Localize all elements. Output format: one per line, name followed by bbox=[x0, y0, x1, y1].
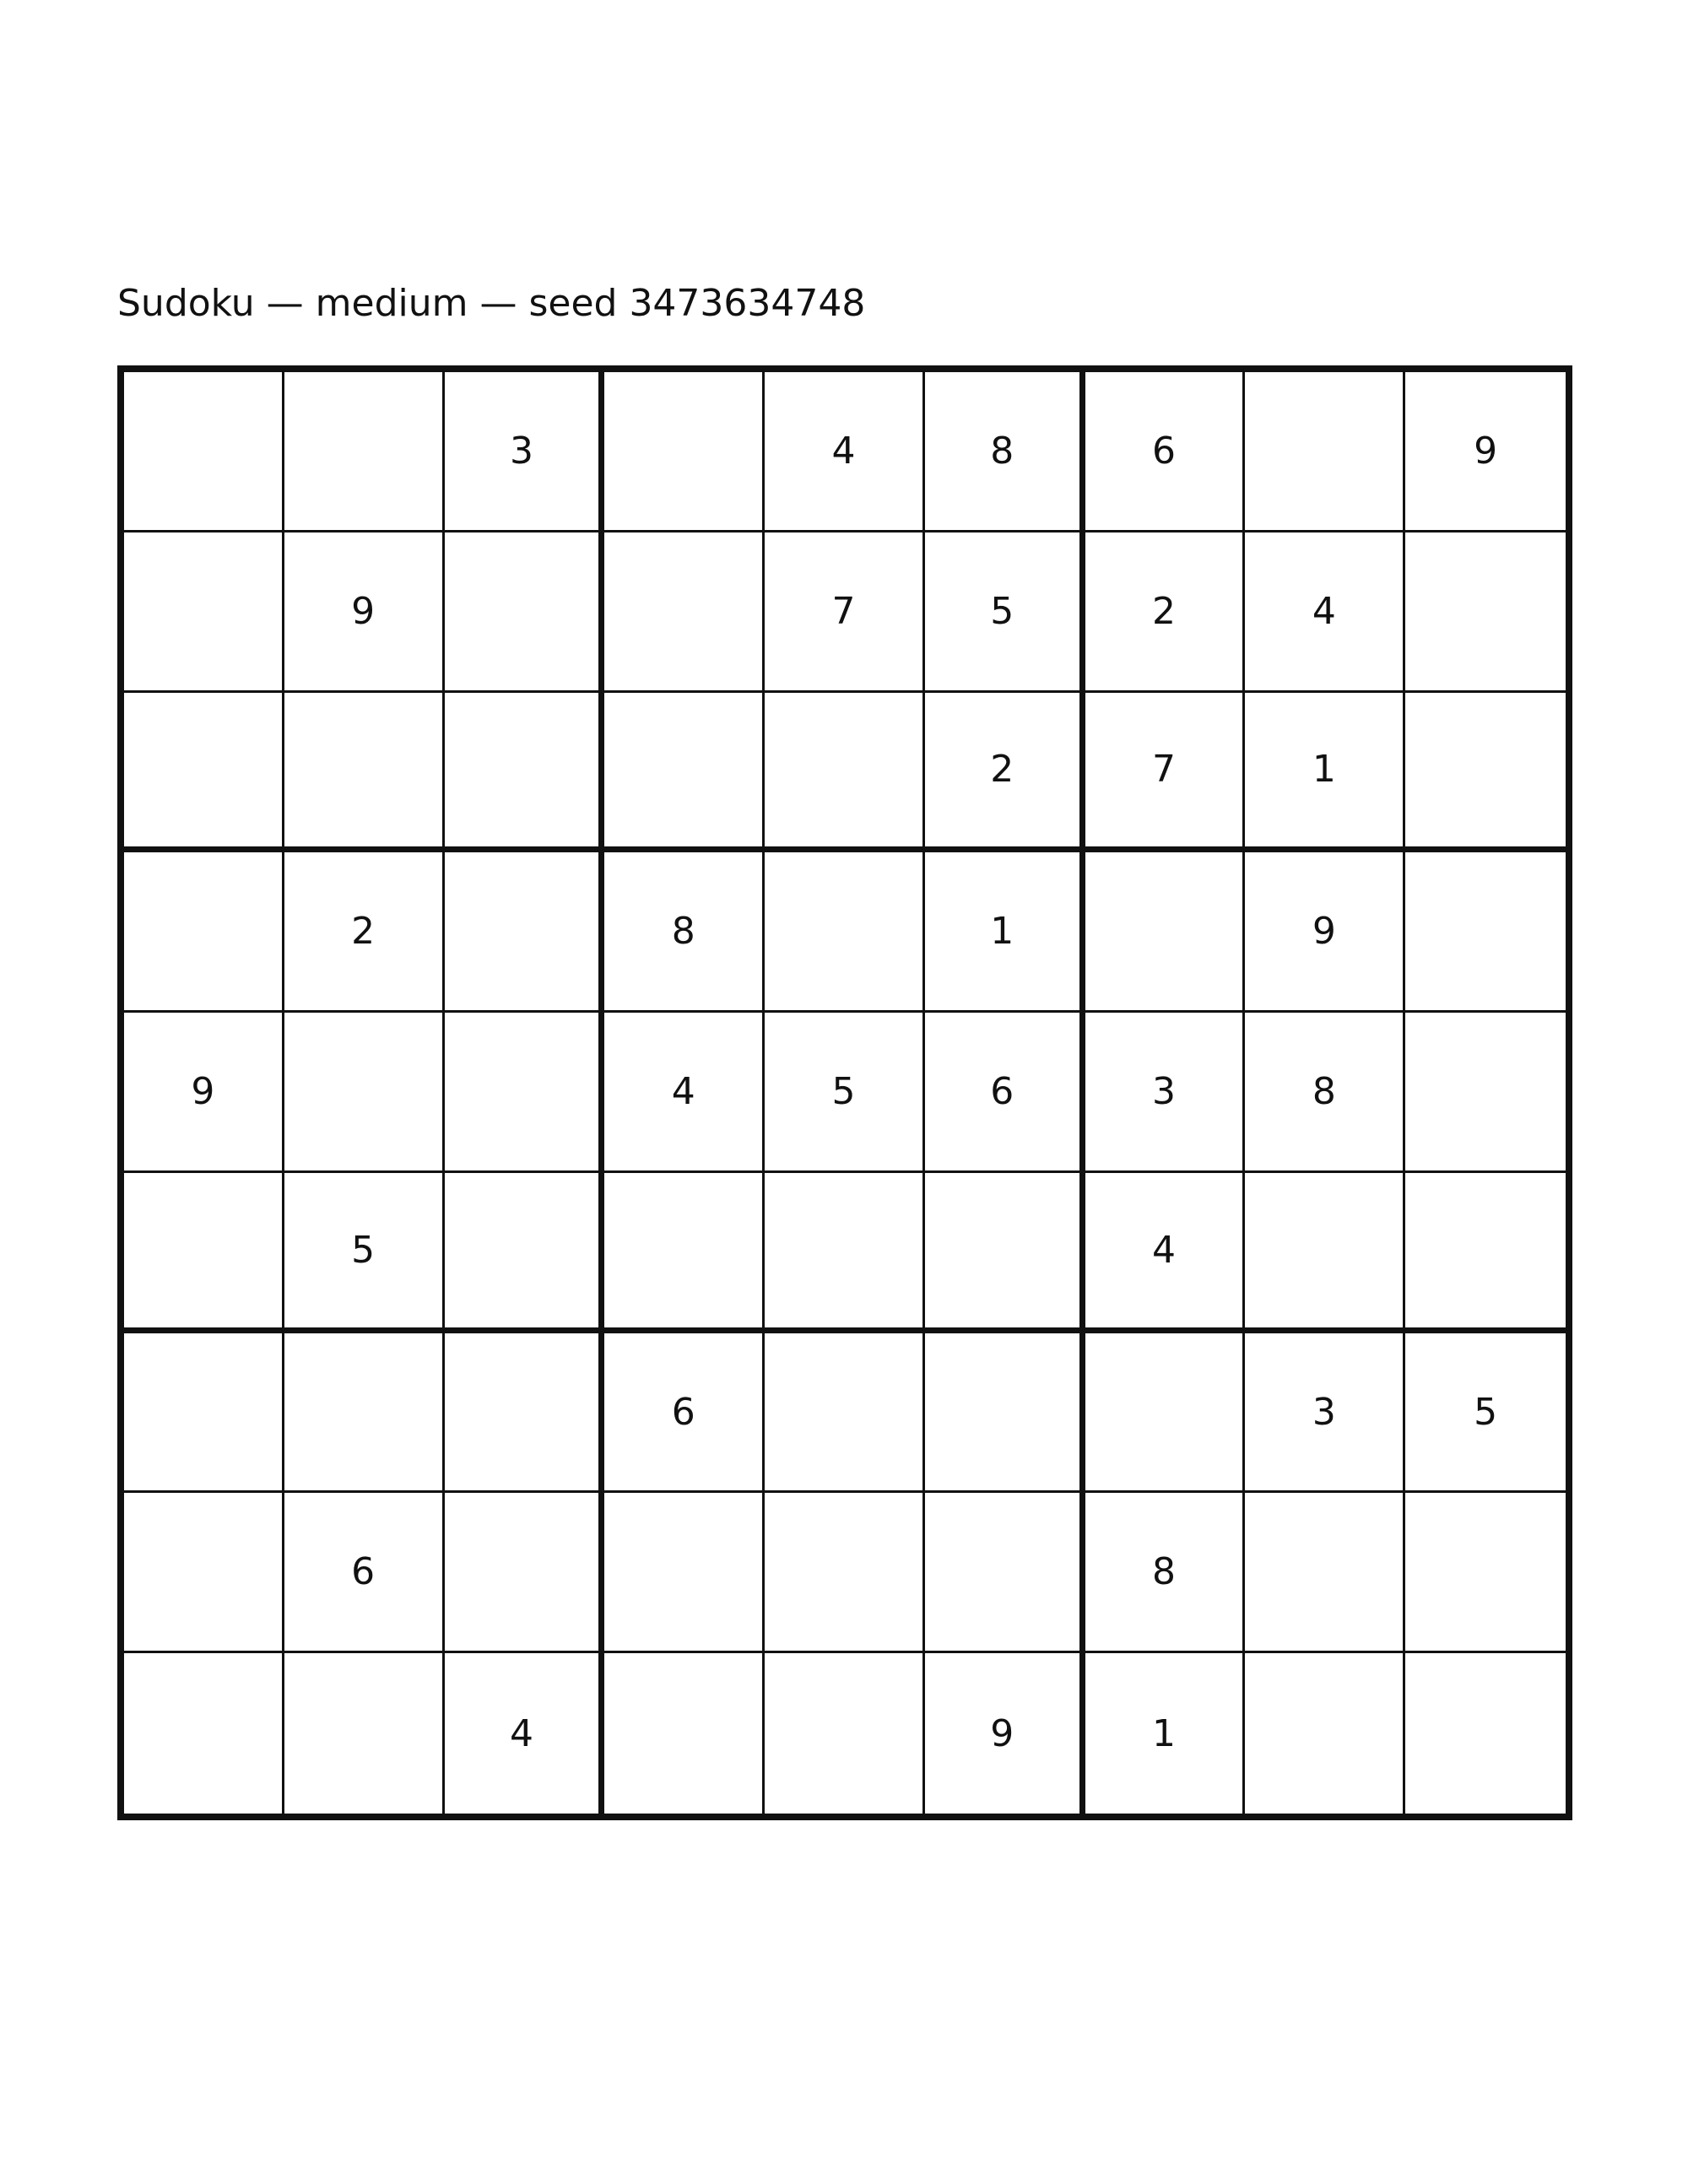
sudoku-cell-r9-c8[interactable] bbox=[1245, 1653, 1405, 1814]
sudoku-cell-r3-c8[interactable]: 1 bbox=[1245, 693, 1405, 853]
sudoku-cell-r3-c4[interactable] bbox=[604, 693, 765, 853]
sudoku-cell-r6-c2[interactable]: 5 bbox=[284, 1173, 445, 1333]
sudoku-cell-r6-c5[interactable] bbox=[765, 1173, 925, 1333]
sudoku-cell-r7-c5[interactable] bbox=[765, 1333, 925, 1494]
sudoku-cell-r7-c8[interactable]: 3 bbox=[1245, 1333, 1405, 1494]
sudoku-cell-r1-c9[interactable]: 9 bbox=[1405, 372, 1566, 532]
sudoku-cell-r3-c5[interactable] bbox=[765, 693, 925, 853]
sudoku-cell-r1-c7[interactable]: 6 bbox=[1085, 372, 1246, 532]
sudoku-cell-r3-c7[interactable]: 7 bbox=[1085, 693, 1246, 853]
sudoku-cell-r7-c3[interactable] bbox=[445, 1333, 605, 1494]
sudoku-cell-r5-c8[interactable]: 8 bbox=[1245, 1013, 1405, 1173]
sudoku-cell-r9-c5[interactable] bbox=[765, 1653, 925, 1814]
sudoku-cell-r2-c4[interactable] bbox=[604, 532, 765, 693]
sudoku-cell-r7-c9[interactable]: 5 bbox=[1405, 1333, 1566, 1494]
puzzle-title: Sudoku — medium — seed 3473634748 bbox=[117, 282, 866, 325]
sudoku-cell-r6-c1[interactable] bbox=[124, 1173, 284, 1333]
sudoku-cell-r8-c6[interactable] bbox=[925, 1493, 1085, 1653]
sudoku-cell-r5-c5[interactable]: 5 bbox=[765, 1013, 925, 1173]
sudoku-cell-r8-c8[interactable] bbox=[1245, 1493, 1405, 1653]
sudoku-cell-r1-c3[interactable]: 3 bbox=[445, 372, 605, 532]
sudoku-cell-r5-c2[interactable] bbox=[284, 1013, 445, 1173]
sudoku-cell-r4-c3[interactable] bbox=[445, 852, 605, 1013]
sudoku-cell-r6-c3[interactable] bbox=[445, 1173, 605, 1333]
sudoku-cell-r6-c6[interactable] bbox=[925, 1173, 1085, 1333]
sudoku-cell-r7-c1[interactable] bbox=[124, 1333, 284, 1494]
sudoku-cell-r8-c2[interactable]: 6 bbox=[284, 1493, 445, 1653]
sudoku-grid bbox=[117, 365, 1572, 1820]
sudoku-cell-r8-c7[interactable]: 8 bbox=[1085, 1493, 1246, 1653]
sudoku-cell-r2-c5[interactable]: 7 bbox=[765, 532, 925, 693]
sudoku-cell-r6-c4[interactable] bbox=[604, 1173, 765, 1333]
sudoku-cell-r2-c8[interactable]: 4 bbox=[1245, 532, 1405, 693]
sudoku-cell-r2-c6[interactable]: 5 bbox=[925, 532, 1085, 693]
sudoku-cell-r3-c3[interactable] bbox=[445, 693, 605, 853]
sudoku-cell-r6-c8[interactable] bbox=[1245, 1173, 1405, 1333]
sudoku-cell-r5-c9[interactable] bbox=[1405, 1013, 1566, 1173]
sudoku-cell-r2-c2[interactable]: 9 bbox=[284, 532, 445, 693]
sudoku-cell-r9-c3[interactable]: 4 bbox=[445, 1653, 605, 1814]
sudoku-cell-r2-c1[interactable] bbox=[124, 532, 284, 693]
sudoku-cell-r8-c4[interactable] bbox=[604, 1493, 765, 1653]
sudoku-cell-r8-c9[interactable] bbox=[1405, 1493, 1566, 1653]
sudoku-cell-r2-c9[interactable] bbox=[1405, 532, 1566, 693]
sudoku-cell-r9-c1[interactable] bbox=[124, 1653, 284, 1814]
sudoku-cell-r2-c7[interactable]: 2 bbox=[1085, 532, 1246, 693]
sudoku-cell-r7-c4[interactable]: 6 bbox=[604, 1333, 765, 1494]
sudoku-cell-r4-c6[interactable]: 1 bbox=[925, 852, 1085, 1013]
sudoku-cell-r2-c3[interactable] bbox=[445, 532, 605, 693]
sudoku-cell-r4-c4[interactable]: 8 bbox=[604, 852, 765, 1013]
sudoku-cell-r9-c6[interactable]: 9 bbox=[925, 1653, 1085, 1814]
sudoku-cell-r3-c1[interactable] bbox=[124, 693, 284, 853]
sudoku-cell-r1-c5[interactable]: 4 bbox=[765, 372, 925, 532]
sudoku-cell-r9-c9[interactable] bbox=[1405, 1653, 1566, 1814]
sudoku-cell-r1-c8[interactable] bbox=[1245, 372, 1405, 532]
sudoku-cell-r4-c9[interactable] bbox=[1405, 852, 1566, 1013]
sudoku-cell-r7-c6[interactable] bbox=[925, 1333, 1085, 1494]
sudoku-cell-r4-c7[interactable] bbox=[1085, 852, 1246, 1013]
sudoku-cell-r3-c6[interactable]: 2 bbox=[925, 693, 1085, 853]
sudoku-cell-r4-c2[interactable]: 2 bbox=[284, 852, 445, 1013]
sudoku-cell-r1-c1[interactable] bbox=[124, 372, 284, 532]
sudoku-cell-r3-c9[interactable] bbox=[1405, 693, 1566, 853]
sudoku-cell-r1-c4[interactable] bbox=[604, 372, 765, 532]
sudoku-cell-r9-c4[interactable] bbox=[604, 1653, 765, 1814]
sudoku-cell-r4-c5[interactable] bbox=[765, 852, 925, 1013]
sudoku-cell-r6-c9[interactable] bbox=[1405, 1173, 1566, 1333]
sudoku-cell-r5-c1[interactable]: 9 bbox=[124, 1013, 284, 1173]
sudoku-cell-r8-c5[interactable] bbox=[765, 1493, 925, 1653]
sudoku-cell-r4-c1[interactable] bbox=[124, 852, 284, 1013]
sudoku-cell-r5-c4[interactable]: 4 bbox=[604, 1013, 765, 1173]
sudoku-cell-r4-c8[interactable]: 9 bbox=[1245, 852, 1405, 1013]
sudoku-cell-r7-c2[interactable] bbox=[284, 1333, 445, 1494]
sudoku-cell-r1-c2[interactable] bbox=[284, 372, 445, 532]
sudoku-cell-r9-c7[interactable]: 1 bbox=[1085, 1653, 1246, 1814]
sudoku-cell-r6-c7[interactable]: 4 bbox=[1085, 1173, 1246, 1333]
sudoku-cell-r1-c6[interactable]: 8 bbox=[925, 372, 1085, 532]
sudoku-cell-r5-c7[interactable]: 3 bbox=[1085, 1013, 1246, 1173]
sudoku-cell-r8-c3[interactable] bbox=[445, 1493, 605, 1653]
sudoku-cell-r9-c2[interactable] bbox=[284, 1653, 445, 1814]
sudoku-cell-r5-c6[interactable]: 6 bbox=[925, 1013, 1085, 1173]
sudoku-cell-r7-c7[interactable] bbox=[1085, 1333, 1246, 1494]
sudoku-cell-r3-c2[interactable] bbox=[284, 693, 445, 853]
sudoku-cell-r5-c3[interactable] bbox=[445, 1013, 605, 1173]
sudoku-cell-r8-c1[interactable] bbox=[124, 1493, 284, 1653]
